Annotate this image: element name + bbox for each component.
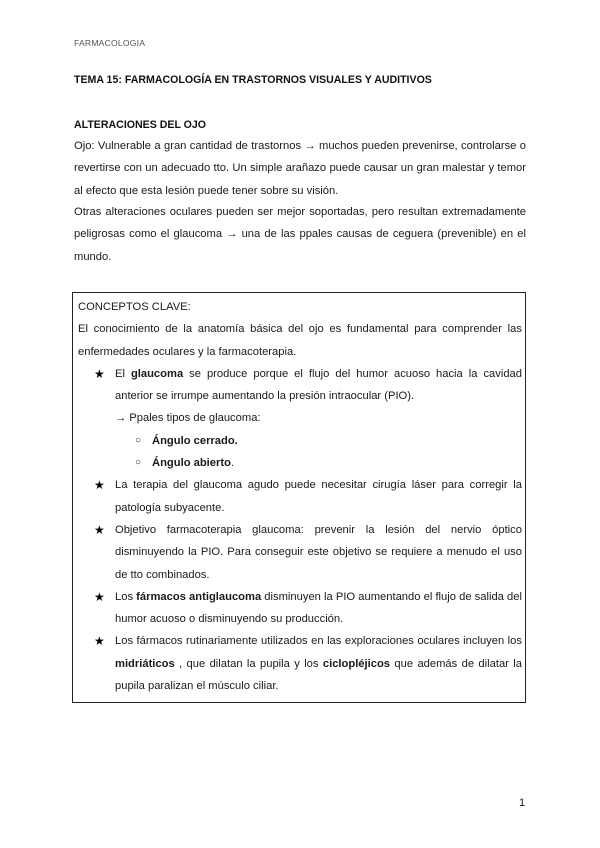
key-concepts-title: CONCEPTOS CLAVE:	[78, 301, 191, 313]
star-icon: ★	[94, 522, 105, 537]
page-title: TEMA 15: FARMACOLOGÍA EN TRASTORNOS VISUALES Y AUDITIVOS	[74, 74, 432, 86]
text: disminuyen la PIO aumentando el flujo de salida del humor acuoso o disminuyendo su producción.	[115, 590, 522, 626]
list-item	[135, 430, 522, 452]
text: Los	[115, 590, 137, 603]
bold-term: midriáticos	[115, 657, 175, 670]
text: La terapia del glaucoma agudo puede necesitar cirugía láser para corregir la patología subyacente.	[115, 479, 522, 514]
star-icon: ★	[94, 634, 105, 649]
text: se produce porque el flujo del humor acuoso hacia la cavidad anterior se irrumpe aumentando la presión intraocular (PIO).	[115, 367, 522, 403]
bold-term: glaucoma	[130, 367, 184, 380]
bold-term: Ángulo cerrado.	[152, 434, 238, 447]
key-concepts-list	[78, 363, 522, 697]
text: que además de dilatar la pupila paralizan el músculo ciliar.	[115, 657, 522, 693]
star-icon: ★	[94, 366, 105, 381]
key-concepts-intro: El conocimiento de la anatomía básica del ojo es fundamental para comprender las enfermedades oculares y la farmacoterapia.	[78, 323, 522, 358]
key-concepts-box	[72, 292, 526, 703]
list-item	[78, 586, 522, 631]
glaucoma-types-heading: → Ppales tipos de glaucoma:	[115, 412, 261, 425]
text: Los fármacos rutinariamente utilizados en las exploraciones oculares incluyen los	[115, 635, 522, 648]
bold-term: ciclopléjicos	[322, 657, 391, 670]
text: El	[115, 367, 131, 380]
list-item	[78, 519, 522, 586]
bold-term: Ángulo abierto	[152, 457, 231, 470]
paragraph-2: Otras alteraciones oculares pueden ser mejor soportadas, pero resultan extremadamente peligrosas como el glaucoma → una de las ppales causas de ceguera (prevenible) en el mundo.	[74, 206, 526, 263]
circle-bullet-icon: ○	[135, 434, 142, 446]
circle-bullet-icon: ○	[135, 457, 142, 469]
list-item	[135, 452, 522, 474]
list-item	[78, 363, 522, 474]
star-icon: ★	[94, 589, 105, 604]
list-item	[78, 474, 522, 519]
glaucoma-types-list	[115, 430, 522, 475]
star-icon: ★	[94, 478, 105, 493]
list-item	[78, 630, 522, 697]
running-header: FARMACOLOGIA	[74, 38, 146, 48]
paragraph-1: Ojo: Vulnerable a gran cantidad de trastornos → muchos pueden prevenirse, controlarse o revertirse con un adecuado tto. Un simple arañazo puede causar un gran malestar y temor al efecto que esta lesión puede tener sobre su visión.	[74, 140, 526, 197]
bold-term: fármacos antiglaucoma	[136, 590, 262, 603]
page-number: 1	[519, 797, 526, 809]
text: Objetivo farmacoterapia glaucoma: prevenir la lesión del nervio óptico disminuyendo la PIO. Para conseguir este objetivo se requiere a menudo el uso de tto combinados.	[115, 523, 522, 581]
text: .	[230, 457, 235, 470]
text: , que dilatan la pupila y los	[174, 657, 323, 670]
section-title: ALTERACIONES DEL OJO	[74, 119, 207, 131]
